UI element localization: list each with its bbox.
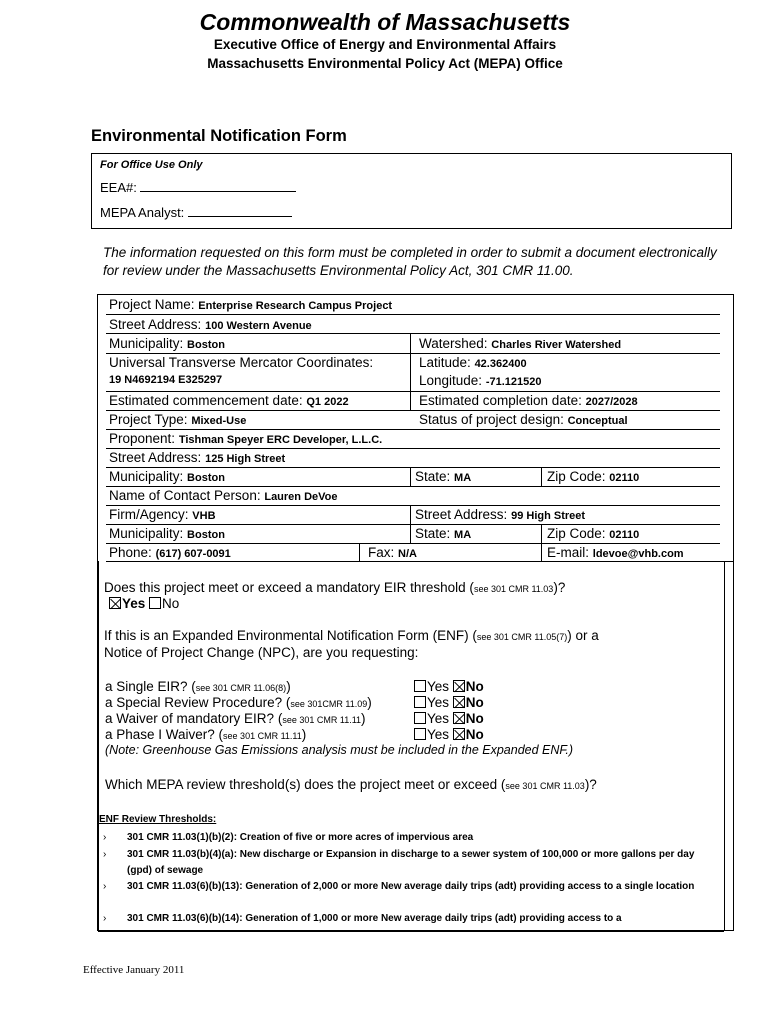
proponent-zip-label: Zip Code:	[547, 469, 606, 484]
item-text: a Special Review Procedure? (	[105, 695, 291, 710]
proponent-street-label: Street Address:	[109, 450, 202, 465]
project-street-value: 100 Western Avenue	[205, 320, 312, 332]
rule	[106, 543, 720, 544]
yes-label: Yes	[427, 711, 450, 726]
agency-line: Executive Office of Energy and Environmental Affairs	[213, 37, 557, 52]
eea-number-field	[100, 180, 296, 195]
q3-ref: see 301 CMR 11.03	[505, 781, 585, 791]
q1-ref: see 301 CMR 11.03	[473, 584, 554, 594]
q2-ref: see 301 CMR 11.05(7)	[476, 632, 568, 642]
email-label: E-mail:	[547, 545, 590, 560]
contact-muni-label: Municipality:	[109, 526, 184, 541]
col-divider	[724, 561, 725, 931]
expanded-enf-question-line1	[104, 628, 599, 643]
bullet-icon: ›	[103, 913, 107, 924]
item-ref: see 301 CMR 11.11	[223, 731, 302, 741]
proponent-street-field	[109, 450, 285, 467]
q2-text: If this is an Expanded Environmental Notification Form (ENF) (	[104, 628, 477, 643]
col-divider	[98, 561, 99, 931]
item-end: )	[286, 679, 291, 694]
completion-label: Estimated completion date:	[419, 393, 582, 408]
contact-name-field	[109, 488, 338, 505]
contact-street-value: 99 High Street	[511, 510, 586, 522]
eir-threshold-question	[104, 580, 565, 595]
no-label: No	[162, 596, 180, 611]
contact-zip-value: 02110	[609, 529, 640, 541]
longitude-label: Longitude:	[419, 373, 483, 388]
contact-street-label: Street Address:	[415, 507, 508, 522]
analyst-line	[188, 205, 292, 217]
rule	[98, 931, 724, 932]
watershed-value: Charles River Watershed	[491, 339, 622, 351]
design-status-field	[419, 412, 628, 429]
project-type-field	[109, 412, 246, 429]
ghg-note: (Note: Greenhouse Gas Emissions analysis must be included in the Expanded ENF.)	[105, 743, 574, 757]
single-eir-answer	[414, 679, 484, 694]
bullet-icon: ›	[103, 832, 107, 843]
proponent-state-label: State:	[415, 469, 451, 484]
yes-checkbox[interactable]	[414, 728, 426, 740]
contact-zip-field	[547, 526, 639, 543]
office-use-box	[91, 153, 732, 229]
office-use-label: For Office Use Only	[100, 159, 203, 171]
contact-muni-value: Boston	[187, 529, 225, 541]
firm-label: Firm/Agency:	[109, 507, 189, 522]
item-end: )	[367, 695, 372, 710]
waiver-question	[105, 711, 366, 726]
special-review-question	[105, 695, 372, 710]
yes-checkbox[interactable]	[414, 696, 426, 708]
rule	[106, 448, 720, 449]
rule	[106, 429, 720, 430]
waiver-answer	[414, 711, 484, 726]
yes-label: Yes	[122, 596, 146, 611]
commencement-label: Estimated commencement date:	[109, 393, 303, 408]
design-status-label: Status of project design:	[419, 412, 564, 427]
col-divider	[541, 524, 542, 561]
single-eir-question	[105, 679, 291, 694]
col-divider	[359, 543, 360, 561]
proponent-muni-field	[109, 469, 225, 486]
contact-muni-field	[109, 526, 225, 543]
threshold-text: 301 CMR 11.03(b)(4)(a): New discharge or Expansion in discharge to a sewer system of 100,000 or more gallons per day (gpd) of sewage	[127, 849, 695, 876]
rule	[106, 314, 720, 315]
commencement-field	[109, 393, 349, 410]
project-type-value: Mixed-Use	[191, 415, 247, 427]
list-item	[103, 911, 698, 927]
project-muni-label: Municipality:	[109, 336, 184, 351]
proponent-field	[109, 431, 382, 448]
proponent-street-value: 125 High Street	[205, 453, 286, 465]
project-municipality-field	[109, 336, 225, 353]
eea-line	[140, 180, 296, 192]
item-ref: see 301 CMR 11.06(8)	[195, 683, 287, 693]
contact-state-label: State:	[415, 526, 451, 541]
no-checkbox-checked[interactable]	[453, 696, 465, 708]
no-label: No	[465, 727, 484, 742]
yes-label: Yes	[427, 727, 450, 742]
q3-text: Which MEPA review threshold(s) does the project meet or exceed (	[105, 777, 506, 792]
list-item	[103, 879, 698, 895]
q1-text: Does this project meet or exceed a mandatory EIR threshold (	[104, 580, 474, 595]
item-ref: see 301 CMR 11.11	[282, 715, 362, 725]
project-name-label: Project Name:	[109, 297, 195, 312]
firm-field	[109, 507, 216, 524]
phase1-waiver-answer	[414, 727, 484, 742]
project-street-field	[109, 317, 312, 334]
project-name-value: Enterprise Research Campus Project	[198, 300, 393, 312]
rule	[106, 486, 720, 487]
eir-threshold-answer	[109, 596, 179, 611]
list-item	[103, 830, 698, 846]
no-checkbox-checked[interactable]	[453, 712, 465, 724]
proponent-muni-label: Municipality:	[109, 469, 184, 484]
col-divider	[541, 467, 542, 486]
thresholds-heading: ENF Review Thresholds:	[99, 814, 217, 825]
email-value: ldevoe@vhb.com	[592, 548, 684, 560]
rule	[106, 467, 720, 468]
threshold-question	[105, 777, 597, 792]
no-label: No	[465, 679, 484, 694]
proponent-state-field	[415, 469, 471, 486]
fax-field	[368, 545, 417, 562]
yes-checkbox-checked[interactable]	[109, 597, 121, 609]
contact-state-value: MA	[454, 529, 472, 541]
q1-end: )?	[553, 580, 566, 595]
q3-end: )?	[584, 777, 597, 792]
phone-label: Phone:	[109, 545, 152, 560]
form-title: Environmental Notification Form	[91, 127, 347, 145]
bullet-icon: ›	[103, 881, 107, 892]
proponent-zip-value: 02110	[609, 472, 640, 484]
completion-value: 2027/2028	[585, 396, 638, 408]
no-label: No	[465, 711, 484, 726]
proponent-zip-field	[547, 469, 639, 486]
page-title: Commonwealth of Massachusetts	[199, 9, 571, 35]
eea-label: EEA#:	[100, 180, 137, 195]
no-checkbox-checked[interactable]	[453, 680, 465, 692]
yes-checkbox[interactable]	[414, 712, 426, 724]
threshold-text: 301 CMR 11.03(6)(b)(14): Generation of 1,000 or more New average daily trips (adt) providing access to a	[127, 913, 622, 924]
project-muni-value: Boston	[187, 339, 225, 351]
item-end: )	[301, 727, 307, 742]
item-ref: see 301CMR 11.09	[290, 699, 368, 709]
analyst-label: MEPA Analyst:	[100, 205, 185, 220]
latitude-value: 42.362400	[474, 358, 527, 370]
q2-end: ) or a	[567, 628, 599, 643]
no-checkbox[interactable]	[149, 597, 161, 609]
item-text: a Phase I Waiver? (	[105, 727, 224, 742]
watershed-field	[419, 336, 621, 353]
threshold-text: 301 CMR 11.03(6)(b)(13): Generation of 2,000 or more New average daily trips (adt) providing access to a single location	[127, 881, 695, 892]
email-field	[547, 545, 684, 562]
special-review-answer	[414, 695, 484, 710]
commencement-value: Q1 2022	[306, 396, 349, 408]
rule	[106, 410, 720, 411]
no-checkbox-checked[interactable]	[453, 728, 465, 740]
item-end: )	[361, 711, 366, 726]
rule	[106, 391, 720, 392]
proponent-muni-value: Boston	[187, 472, 225, 484]
col-divider	[410, 467, 411, 486]
latitude-field	[419, 355, 527, 372]
proponent-label: Proponent:	[109, 431, 176, 446]
watershed-label: Watershed:	[419, 336, 488, 351]
contact-name-value: Lauren DeVoe	[264, 491, 338, 503]
rule	[106, 505, 720, 506]
expanded-enf-question-line2: Notice of Project Change (NPC), are you requesting:	[104, 645, 419, 660]
intro-text: The information requested on this form must be completed in order to submit a document electronically for review under the Massachusetts Environmental Policy Act, 301 CMR 11.00.	[103, 245, 717, 278]
utm-value: 19 N4692194 E325297	[109, 374, 223, 386]
project-name-field	[109, 297, 392, 314]
list-item	[103, 847, 698, 879]
rule	[106, 353, 720, 354]
bullet-icon: ›	[103, 849, 107, 860]
item-text: a Single EIR? (	[105, 679, 196, 694]
contact-street-field	[415, 507, 585, 524]
no-label: No	[465, 695, 484, 710]
proponent-state-value: MA	[454, 472, 472, 484]
completion-field	[419, 393, 638, 410]
contact-name-label: Name of Contact Person:	[109, 488, 261, 503]
col-divider	[410, 333, 411, 410]
threshold-text: 301 CMR 11.03(1)(b)(2): Creation of five or more acres of impervious area	[127, 832, 474, 843]
fax-value: N/A	[398, 548, 417, 560]
design-status-value: Conceptual	[567, 415, 628, 427]
proponent-value: Tishman Speyer ERC Developer, L.L.C.	[178, 434, 383, 446]
mepa-analyst-field	[100, 205, 292, 220]
phone-value: (617) 607-0091	[155, 548, 231, 560]
fax-label: Fax:	[368, 545, 395, 560]
phone-field	[109, 545, 231, 562]
utm-label: Universal Transverse Mercator Coordinates:	[109, 355, 374, 370]
phase1-waiver-question	[105, 727, 306, 742]
longitude-value: -71.121520	[485, 376, 542, 388]
yes-label: Yes	[427, 679, 450, 694]
contact-state-field	[415, 526, 471, 543]
col-divider	[410, 505, 411, 543]
project-street-label: Street Address:	[109, 317, 202, 332]
firm-value: VHB	[192, 510, 216, 522]
longitude-field	[419, 373, 542, 390]
footer-effective-date: Effective January 2011	[83, 964, 185, 976]
contact-zip-label: Zip Code:	[547, 526, 606, 541]
latitude-label: Latitude:	[419, 355, 471, 370]
item-text: a Waiver of mandatory EIR? (	[105, 711, 283, 726]
yes-checkbox[interactable]	[414, 680, 426, 692]
project-type-label: Project Type:	[109, 412, 188, 427]
rule	[106, 524, 720, 525]
yes-label: Yes	[427, 695, 450, 710]
office-line: Massachusetts Environmental Policy Act (MEPA) Office	[207, 56, 563, 71]
